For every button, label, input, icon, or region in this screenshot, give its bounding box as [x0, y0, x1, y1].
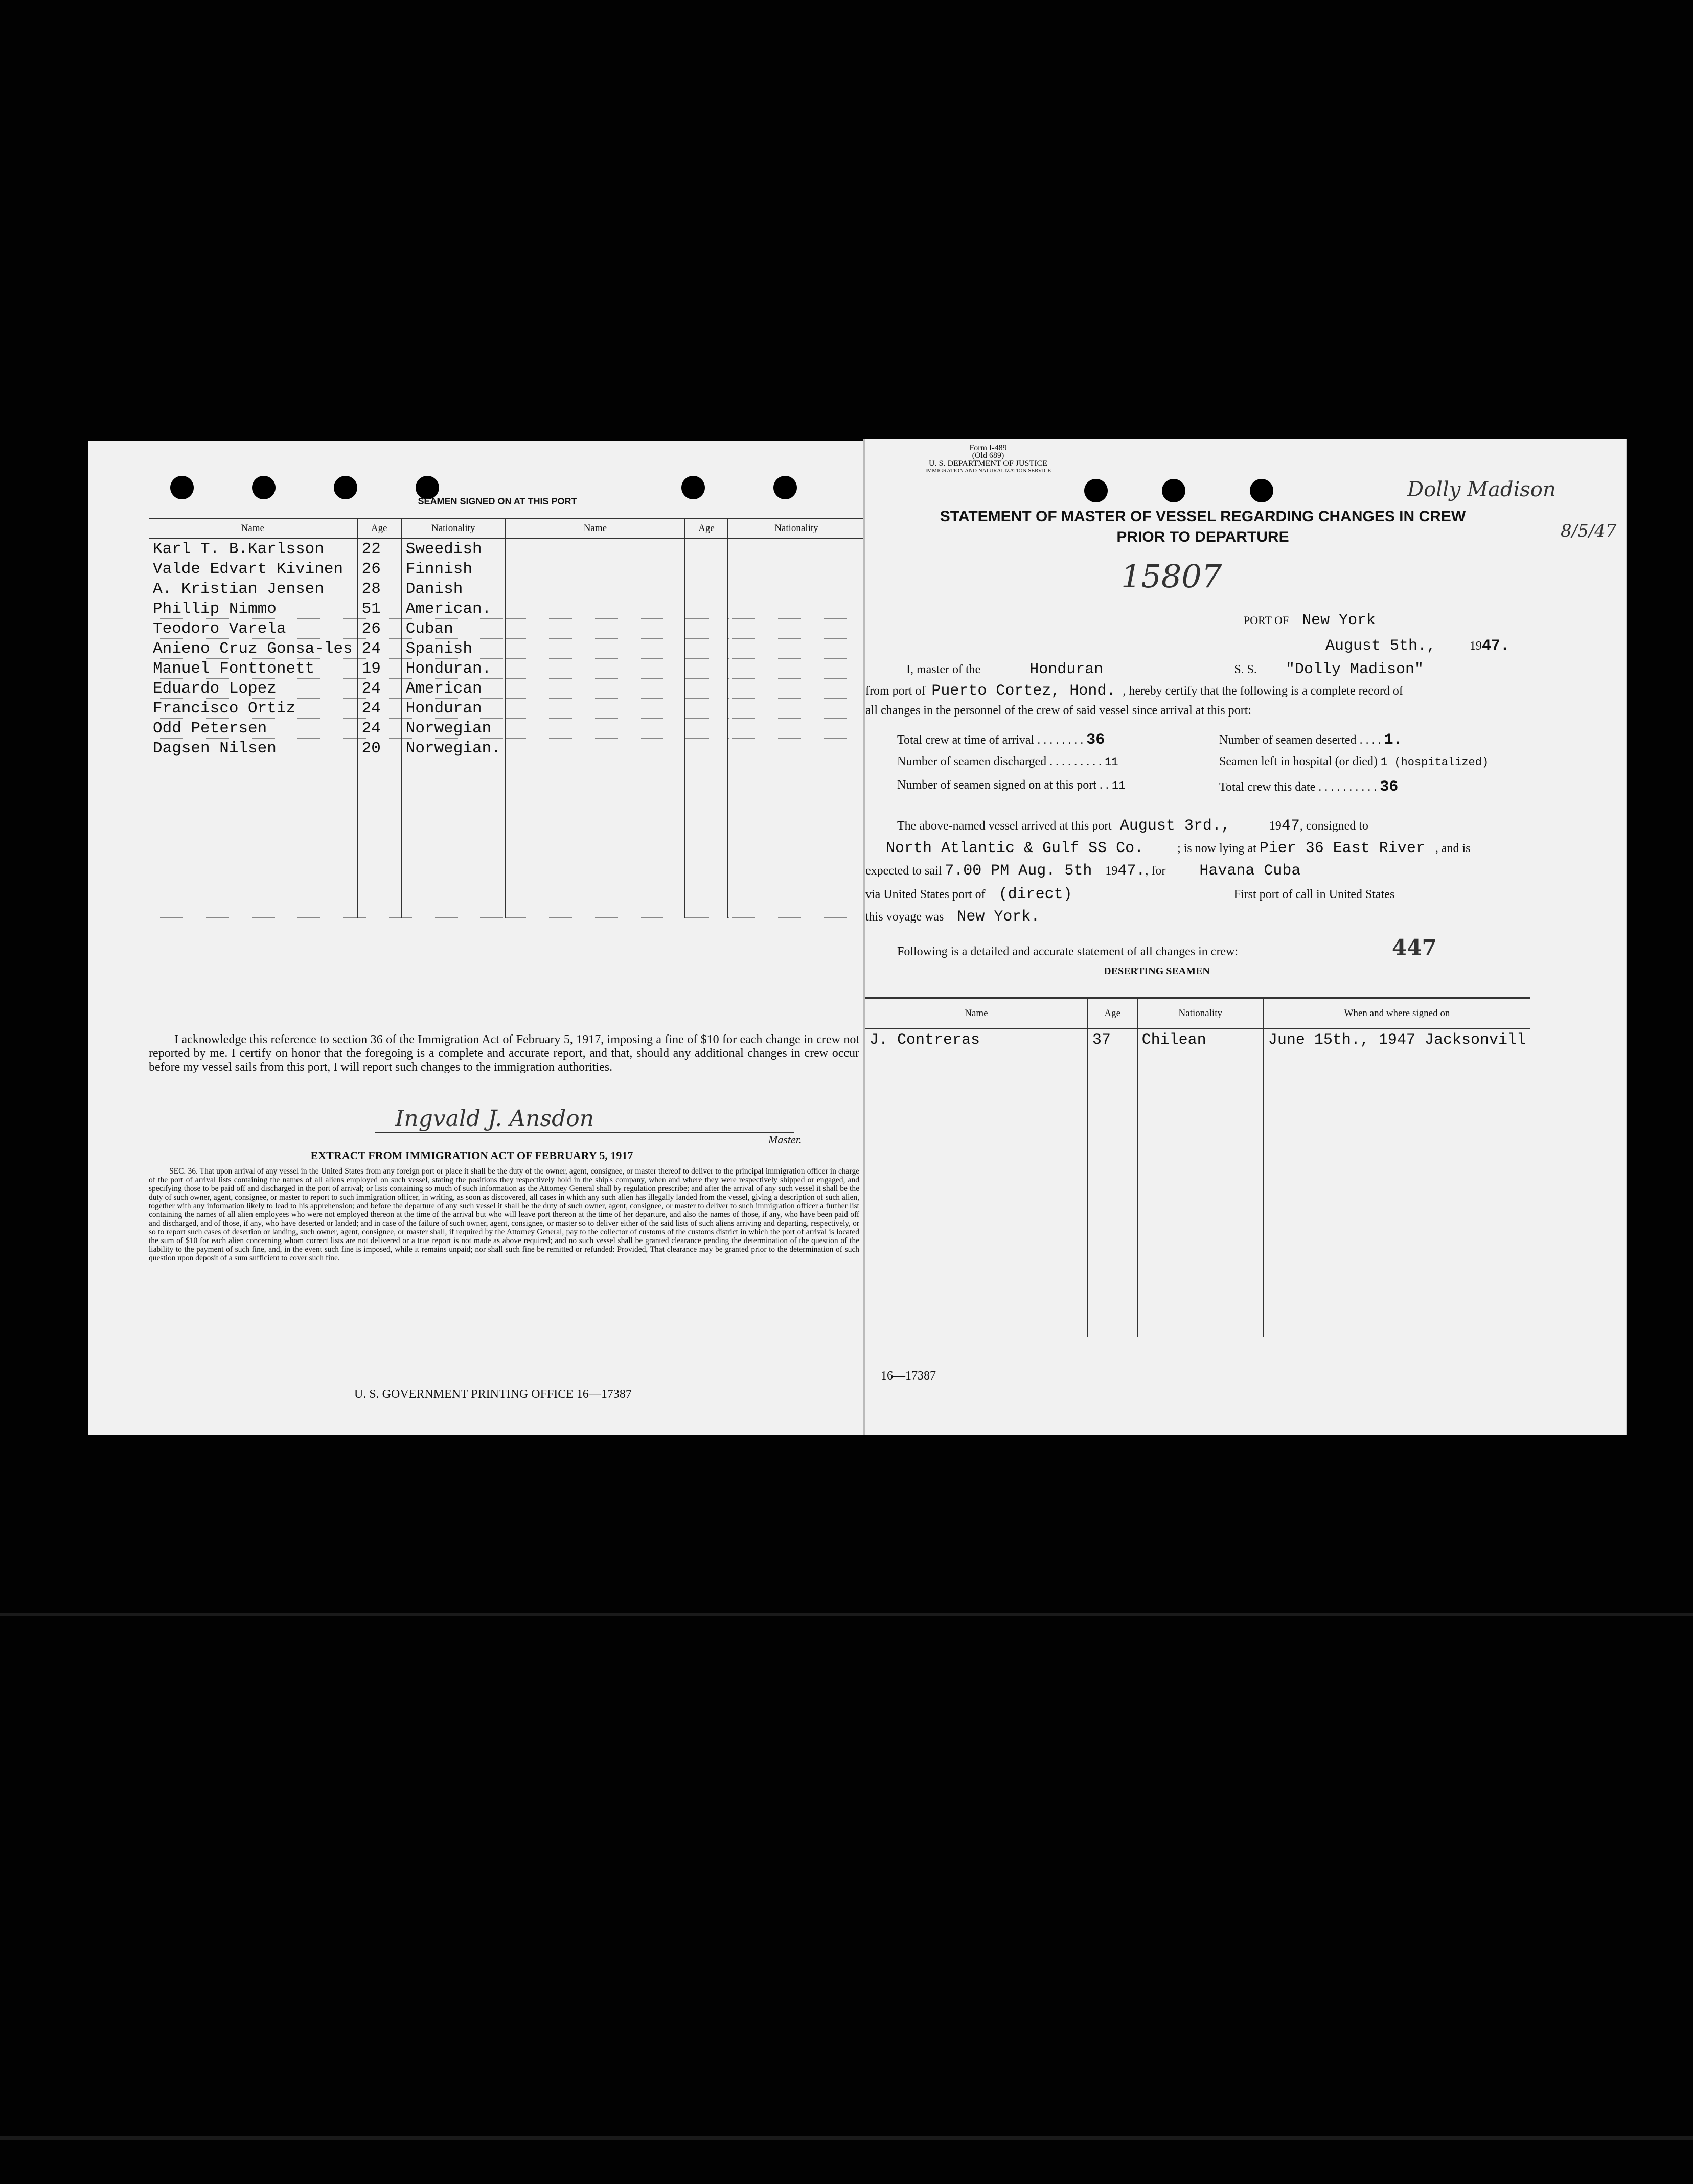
empty-cell [149, 858, 357, 878]
handwritten-number: 15807 [1121, 558, 1222, 595]
handwritten-vessel-name: Dolly Madison [1407, 478, 1556, 501]
handwritten-date: 8/5/47 [1561, 521, 1617, 541]
table-row [865, 1227, 1530, 1249]
empty-cell [1137, 1271, 1264, 1293]
master-signature: Ingvald J. Ansdon [395, 1106, 594, 1132]
cell-name: J. Contreras [865, 1029, 1088, 1051]
cell-name: Karl T. B.Karlsson [149, 539, 357, 559]
table-row [149, 579, 864, 599]
from-port-line: from port of Puerto Cortez, Hond. , hereby certify that the following is a complete record of [865, 682, 1403, 700]
empty-cell [1264, 1271, 1530, 1293]
acknowledgement-text: I acknowledge this reference to section 36 of the Immigration Act of February 5, 1917, imposing a fine of $10 for each change in crew not reported by me. I certify on honor that the foregoing is a complete and accurate report, and that, should any additional changes in crew occur before my vessel sails from this port, I will report such changes to the immigration authorities. [149, 1033, 859, 1074]
sail-line: expected to sail 7.00 PM Aug. 5th 1947., for Havana Cuba [865, 862, 1301, 880]
empty-cell [401, 798, 506, 818]
deserting-seamen-table [865, 997, 1530, 1337]
column-header: Name [865, 998, 1088, 1029]
empty-cell [1088, 1073, 1137, 1095]
empty-cell [728, 818, 864, 838]
empty-cell [1137, 1205, 1264, 1227]
cell-nationality: American. [401, 599, 506, 619]
cell-nationality: Spanish [401, 639, 506, 659]
column-header: Age [685, 518, 728, 539]
empty-cell [1088, 1051, 1137, 1073]
column-header: Age [357, 518, 401, 539]
empty-cell [1137, 1249, 1264, 1271]
empty-cell [685, 719, 728, 739]
empty-cell [685, 758, 728, 778]
table-row [149, 599, 864, 619]
scan-band [0, 1613, 1693, 1616]
empty-cell [1088, 1139, 1137, 1161]
form-title: STATEMENT OF MASTER OF VESSEL REGARDING CHANGES IN CREW PRIOR TO DEPARTURE [940, 508, 1466, 545]
empty-cell [685, 858, 728, 878]
empty-cell [401, 898, 506, 918]
empty-cell [149, 778, 357, 798]
column-header: Age [1088, 998, 1137, 1029]
empty-cell [865, 1095, 1088, 1117]
table-row [149, 559, 864, 579]
table-row [865, 1095, 1530, 1117]
empty-cell [728, 539, 864, 559]
empty-cell [1137, 1161, 1264, 1183]
empty-cell [1088, 1117, 1137, 1139]
empty-cell [865, 1315, 1088, 1337]
certify-line: all changes in the personnel of the crew of said vessel since arrival at this port: [865, 704, 1252, 717]
date-line: August 5th., 1947. [1325, 637, 1510, 655]
empty-cell [1088, 1205, 1137, 1227]
punch-hole [773, 476, 797, 499]
empty-cell [506, 559, 685, 579]
cell-age: 26 [357, 559, 401, 579]
statement-line: Following is a detailed and accurate statement of all changes in crew: [897, 945, 1239, 958]
cell-name: A. Kristian Jensen [149, 579, 357, 599]
table-row [865, 1249, 1530, 1271]
empty-cell [506, 758, 685, 778]
empty-cell [401, 838, 506, 858]
form-header: Form I-489 (Old 689) U. S. DEPARTMENT OF JUSTICE IMMIGRATION AND NATURALIZATION SERVICE [925, 444, 1051, 474]
empty-cell [685, 818, 728, 838]
cell-age: 24 [357, 639, 401, 659]
consignee-line: North Atlantic & Gulf SS Co. ; is now lying at Pier 36 East River , and is [886, 840, 1471, 857]
empty-cell [1264, 1249, 1530, 1271]
table-row [149, 679, 864, 699]
punch-hole [252, 476, 276, 499]
empty-cell [865, 1051, 1088, 1073]
cell-name: Anieno Cruz Gonsa-les [149, 639, 357, 659]
table-row [865, 1029, 1530, 1051]
empty-cell [149, 818, 357, 838]
cell-name: Francisco Ortiz [149, 699, 357, 719]
punch-hole [1250, 479, 1273, 502]
empty-cell [685, 838, 728, 858]
master-of-line: I, master of the Honduran S. S. "Dolly Madison" [906, 661, 1424, 678]
cell-nationality: Norwegian [401, 719, 506, 739]
cell-nationality: Cuban [401, 619, 506, 639]
empty-cell [1264, 1117, 1530, 1139]
table-row [149, 878, 864, 898]
empty-cell [401, 858, 506, 878]
empty-cell [1264, 1051, 1530, 1073]
cell-age: 19 [357, 659, 401, 679]
table-row [149, 898, 864, 918]
cell-age: 24 [357, 699, 401, 719]
column-header: When and where signed on [1264, 998, 1530, 1029]
cell-age: 51 [357, 599, 401, 619]
empty-cell [401, 778, 506, 798]
section-heading: SEAMEN SIGNED ON AT THIS PORT [418, 496, 577, 507]
printer-line: U. S. GOVERNMENT PRINTING OFFICE 16—17387 [354, 1388, 632, 1401]
punch-hole [1162, 479, 1185, 502]
empty-cell [1264, 1227, 1530, 1249]
empty-cell [1264, 1205, 1530, 1227]
table-row [149, 838, 864, 858]
empty-cell [685, 679, 728, 699]
empty-cell [728, 619, 864, 639]
empty-cell [506, 739, 685, 758]
empty-cell [865, 1227, 1088, 1249]
empty-cell [728, 559, 864, 579]
extract-text: SEC. 36. That upon arrival of any vessel in the United States from any foreign port or place it shall be the duty of the owner, agent, consignee, or master thereof to deliver to the principal immigration officer in charge of the port of arrival lists containing the names of all aliens employed on such vessel, stating the positions they respectively hold in the ship's company, when and where they were respectively shipped or engaged, and specifying those to be paid off and discharged in the port of arrival; or lists containing so much of such information as the Attorney General shall by regulation prescribe; and after the arrival of any such vessel it shall be the duty of such owner, agent, consignee, or master to report to such immigration officer, in writing, as soon as discovered, all cases in which any such alien has illegally landed from the vessel, giving a description of such alien, together with any information likely to lead to his apprehension; and before the departure of any such vessel it shall be the duty of such owner, agent, consignee, or master to deliver to such immigration officer a further list containing the names of all alien employees who were not employed thereon at the time of the arrival but who will leave port thereon at the time of her departure, and also the names of those, if any, who have been paid off and discharged, and of those, if any, who have deserted or landed; and in case of the failure of such owner, agent, consignee, or master so to deliver either of the said lists of such aliens arriving and departing, respectively, or so to report such cases of desertion or landing, such owner, agent, consignee, or master shall, if required by the Attorney General, pay to the collector of customs of the customs district in which the port of arrival is located the sum of $10 for each alien concerning whom correct lists are not delivered or a true report is not made as above required; and no such vessel shall be granted clearance pending the determination of the question of the liability to the payment of such fine, and, in the event such fine is imposed, while it remains unpaid; nor shall such fine be remitted or refunded: Provided, That clearance may be granted prior to the determination of such question upon deposit of a sum sufficient to cover such fine. [149, 1167, 859, 1262]
cell-nationality: Honduran. [401, 659, 506, 679]
cell-name: Eduardo Lopez [149, 679, 357, 699]
empty-cell [1137, 1095, 1264, 1117]
table-row [149, 818, 864, 838]
empty-cell [865, 1271, 1088, 1293]
empty-cell [1264, 1161, 1530, 1183]
empty-cell [685, 659, 728, 679]
table-row [865, 1051, 1530, 1073]
empty-cell [1088, 1095, 1137, 1117]
cell-name: Manuel Fonttonett [149, 659, 357, 679]
empty-cell [685, 579, 728, 599]
empty-cell [865, 1161, 1088, 1183]
cell-name: Odd Petersen [149, 719, 357, 739]
empty-cell [1264, 1183, 1530, 1205]
cell-nationality: American [401, 679, 506, 699]
empty-cell [1088, 1227, 1137, 1249]
empty-cell [149, 898, 357, 918]
empty-cell [401, 878, 506, 898]
empty-cell [865, 1293, 1088, 1315]
empty-cell [865, 1183, 1088, 1205]
table-row [149, 858, 864, 878]
table-row [149, 619, 864, 639]
port-line: PORT OF New York [1244, 612, 1376, 629]
empty-cell [728, 699, 864, 719]
cell-age: 37 [1088, 1029, 1137, 1051]
empty-cell [865, 1139, 1088, 1161]
empty-cell [506, 659, 685, 679]
table-row [149, 739, 864, 758]
footer-code: 16—17387 [881, 1369, 936, 1383]
empty-cell [506, 679, 685, 699]
cell-name: Dagsen Nilsen [149, 739, 357, 758]
table-row [865, 1139, 1530, 1161]
cell-nationality: Honduran [401, 699, 506, 719]
cell-nationality: Finnish [401, 559, 506, 579]
empty-cell [685, 778, 728, 798]
table-row [865, 1183, 1530, 1205]
empty-cell [149, 798, 357, 818]
seamen-signed-on-table [149, 518, 864, 918]
empty-cell [728, 599, 864, 619]
empty-cell [685, 619, 728, 639]
arrival-line: The above-named vessel arrived at this port August 3rd., 1947, consigned to [897, 817, 1368, 835]
empty-cell [1137, 1051, 1264, 1073]
cell-name: Valde Edvart Kivinen [149, 559, 357, 579]
table-row [149, 539, 864, 559]
empty-cell [506, 619, 685, 639]
empty-cell [506, 539, 685, 559]
cell-age: 24 [357, 719, 401, 739]
table-row [865, 1161, 1530, 1183]
column-header: Nationality [728, 518, 864, 539]
cell-age: 22 [357, 539, 401, 559]
empty-cell [728, 659, 864, 679]
empty-cell [865, 1117, 1088, 1139]
empty-cell [1264, 1293, 1530, 1315]
column-header: Name [149, 518, 357, 539]
empty-cell [1264, 1073, 1530, 1095]
empty-cell [1137, 1315, 1264, 1337]
empty-cell [685, 639, 728, 659]
empty-cell [1088, 1271, 1137, 1293]
table-row [865, 1271, 1530, 1293]
voyage-line: this voyage was New York. [865, 908, 1040, 926]
empty-cell [149, 878, 357, 898]
cell-nationality: Danish [401, 579, 506, 599]
empty-cell [728, 739, 864, 758]
empty-cell [357, 778, 401, 798]
scan-band [0, 2136, 1693, 2140]
empty-cell [1137, 1183, 1264, 1205]
empty-cell [728, 719, 864, 739]
empty-cell [865, 1249, 1088, 1271]
empty-cell [685, 898, 728, 918]
empty-cell [506, 898, 685, 918]
empty-cell [728, 898, 864, 918]
empty-cell [357, 798, 401, 818]
empty-cell [357, 838, 401, 858]
empty-cell [506, 818, 685, 838]
punch-hole [681, 476, 705, 499]
empty-cell [401, 818, 506, 838]
empty-cell [506, 778, 685, 798]
table-row [149, 758, 864, 778]
cell-signed_on: June 15th., 1947 Jacksonvill [1264, 1029, 1530, 1051]
empty-cell [1088, 1161, 1137, 1183]
cell-age: 20 [357, 739, 401, 758]
empty-cell [728, 778, 864, 798]
empty-cell [865, 1205, 1088, 1227]
empty-cell [685, 599, 728, 619]
column-header: Nationality [1137, 998, 1264, 1029]
empty-cell [685, 739, 728, 758]
empty-cell [728, 838, 864, 858]
empty-cell [728, 858, 864, 878]
table-row [865, 1315, 1530, 1337]
cell-name: Phillip Nimmo [149, 599, 357, 619]
table-row [149, 659, 864, 679]
empty-cell [1264, 1139, 1530, 1161]
table-row [865, 1073, 1530, 1095]
via-line: via United States port of (direct) First port of call in United States [865, 886, 1395, 903]
handwritten-447: 447 [1392, 935, 1437, 960]
cell-age: 28 [357, 579, 401, 599]
empty-cell [149, 838, 357, 858]
empty-cell [685, 798, 728, 818]
empty-cell [1137, 1139, 1264, 1161]
empty-cell [728, 878, 864, 898]
empty-cell [506, 798, 685, 818]
empty-cell [1137, 1117, 1264, 1139]
master-label: Master. [768, 1133, 802, 1146]
table-row [865, 1293, 1530, 1315]
empty-cell [506, 639, 685, 659]
empty-cell [1264, 1315, 1530, 1337]
right-page: Form I-489 (Old 689) U. S. DEPARTMENT OF JUSTICE IMMIGRATION AND NATURALIZATION SERVICE Dolly Madison 8/5/47 STATEMENT OF MASTER OF VESSEL REGARDING CHANGES IN CREW PRIOR TO DEPARTURE 15807 PORT OF New York August 5th., 1947. I, master of the Honduran S. S. "Dolly Madison" from port of Puerto Cortez, Hond. , hereby certify that the following is a complete record of all changes in the personnel of the crew of said vessel since arrival at this port: Total crew at time of arrival . . . . . . . . 36 Number of seamen deserted . . . . 1. Number of seamen discharged . . . . . . . . . 11 Seamen left in hospital (or died) 1 (hospitalized) Number of seamen signed on at this port . . 11 Total crew this date . . . . . . . . . . 36 The above-named vessel arrived at this port August 3rd., 1947, consigned to North Atlantic & Gulf SS Co. ; is now lying at Pier 36 East River , and is expected to sail 7.00 PM Aug. 5th 1947., for Havana Cuba via United States port of (direct) First port of call in United States this voyage was New York. Following is a detailed and accurate statement of all changes in crew: 447 DESERTING SEAMEN Name Age Nationality When and where signed on J. Contreras 37 Chilean June 15th., 1947 Jacksonvill 16—17387 [865, 439, 1627, 1435]
table-row [149, 699, 864, 719]
punch-hole [334, 476, 357, 499]
empty-cell [1088, 1183, 1137, 1205]
empty-cell [1088, 1249, 1137, 1271]
empty-cell [506, 719, 685, 739]
cell-nationality: Sweedish [401, 539, 506, 559]
empty-cell [728, 639, 864, 659]
table-row [149, 778, 864, 798]
empty-cell [685, 878, 728, 898]
empty-cell [685, 559, 728, 579]
empty-cell [506, 858, 685, 878]
empty-cell [1137, 1073, 1264, 1095]
empty-cell [1264, 1095, 1530, 1117]
table-row [865, 1117, 1530, 1139]
empty-cell [401, 758, 506, 778]
empty-cell [357, 858, 401, 878]
column-header: Name [506, 518, 685, 539]
cell-nationality: Chilean [1137, 1029, 1264, 1051]
empty-cell [357, 898, 401, 918]
empty-cell [506, 878, 685, 898]
empty-cell [506, 838, 685, 858]
empty-cell [685, 539, 728, 559]
table-row [149, 719, 864, 739]
empty-cell [728, 798, 864, 818]
table-row [149, 798, 864, 818]
column-header: Nationality [401, 518, 506, 539]
cell-age: 24 [357, 679, 401, 699]
empty-cell [1137, 1293, 1264, 1315]
extract-title: EXTRACT FROM IMMIGRATION ACT OF FEBRUARY 5, 1917 [310, 1149, 633, 1162]
empty-cell [728, 679, 864, 699]
empty-cell [1088, 1315, 1137, 1337]
left-page [88, 441, 865, 1435]
empty-cell [506, 579, 685, 599]
empty-cell [357, 758, 401, 778]
empty-cell [1088, 1293, 1137, 1315]
punch-hole [170, 476, 194, 499]
cell-name: Teodoro Varela [149, 619, 357, 639]
empty-cell [149, 758, 357, 778]
empty-cell [357, 818, 401, 838]
empty-cell [506, 599, 685, 619]
cell-age: 26 [357, 619, 401, 639]
punch-hole [1084, 479, 1108, 502]
empty-cell [357, 878, 401, 898]
empty-cell [728, 758, 864, 778]
table-row [149, 639, 864, 659]
deserting-heading: DESERTING SEAMEN [1104, 965, 1210, 977]
cell-nationality: Norwegian. [401, 739, 506, 758]
empty-cell [506, 699, 685, 719]
empty-cell [728, 579, 864, 599]
table-row [865, 1205, 1530, 1227]
empty-cell [685, 699, 728, 719]
empty-cell [865, 1073, 1088, 1095]
empty-cell [1137, 1227, 1264, 1249]
